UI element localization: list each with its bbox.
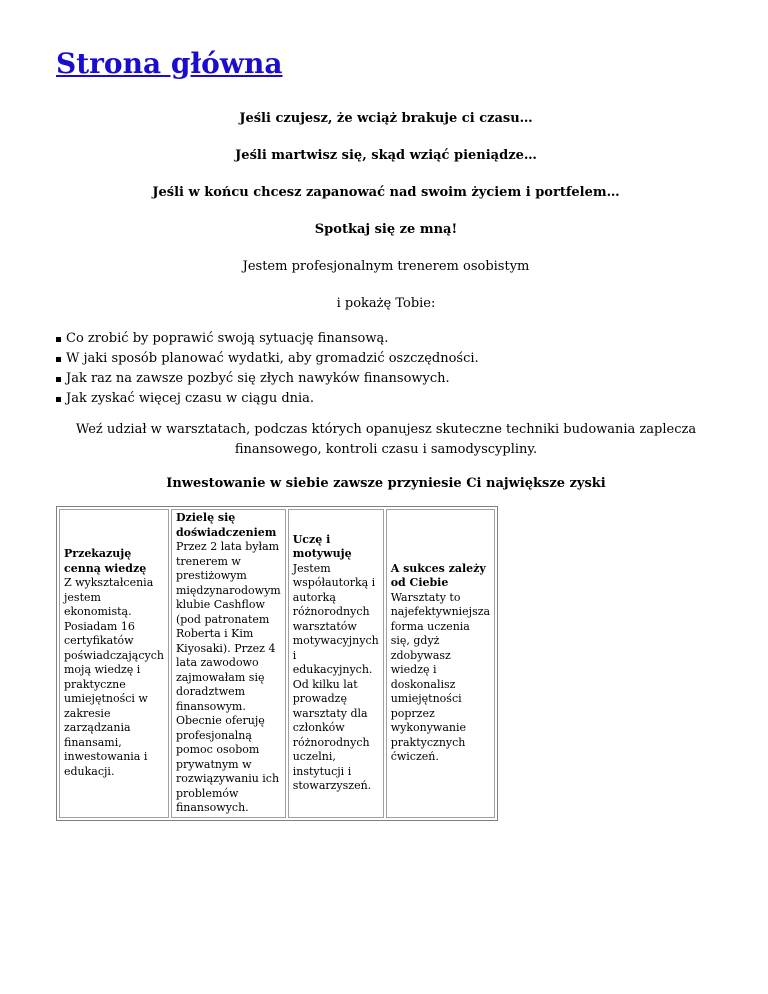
intro-line-trainer: Jestem profesjonalnym trenerem osobistym [242,259,530,274]
home-link[interactable]: Strona główna [56,47,283,80]
cell-text: Jestem współautorką i autorką różnorodnych warsztatów motywacyjnych i edukacyjnych. Od kilku lat prowadzę warsztaty dla członków różnorodnych uczelni, instytucji i stowarzyszeń. [292,561,379,793]
list-item: Co zrobić by poprawić swoją sytuację finansową. [56,329,716,349]
table-heading: Inwestowanie w siebie zawsze przyniesie Ci największe zyski [166,476,606,491]
cell-text: Przez 2 lata byłam trenerem w prestiżowym międzynarodowym klubie Cashflow (pod patronatem Roberta i Kim Kiyosaki). Przez 4 lata zawodowo zajmowałam się doradztwem finansowym. Obecnie oferuję profesjonalną pomoc osobom prywatnym w rozwiązywaniu ich problemów finansowych. [175,540,281,814]
table-cell-experience [171,509,286,818]
list-item: W jaki sposób planować wydatki, aby gromadzić oszczędności. [56,349,716,369]
list-item: Jak zyskać więcej czasu w ciągu dnia. [56,389,716,409]
table-cell-motivation [288,509,384,818]
list-item: Jak raz na zawsze pozbyć się złych nawyków finansowych. [56,369,716,389]
intro-line-time: Jeśli czujesz, że wciąż brakuje ci czasu… [239,111,533,126]
cell-title: Dzielę się doświadczeniem [175,511,277,539]
cell-text: Warsztaty to najefektywniejsza forma uczenia się, gdyż zdobywasz wiedzę i doskonalisz umiejętności poprzez wykonywanie praktycznych ćwiczeń. [390,590,491,764]
cell-title: A sukces zależy od Ciebie [390,561,486,590]
intro-line-show: i pokażę Tobie: [336,296,436,311]
cell-text: Z wykształcenia jestem ekonomistą. Posiadam 16 certyfikatów poświadczających moją wiedzę i praktyczne umiejętności w zakresie zarządzania finansami, inwestowania i edukacji. [64,576,164,778]
table-row [59,509,495,818]
intro-line-money: Jeśli martwisz się, skąd wziąć pieniądze… [235,148,537,163]
table-cell-knowledge [59,509,169,818]
cell-title: Uczę i motywuję [292,532,352,561]
intro-line-control: Jeśli w końcu chcesz zapanować nad swoim życiem i portfelem… [152,185,620,200]
page-title [56,0,716,81]
benefits-list [56,329,716,409]
workshop-invitation: Weź udział w warsztatach, podczas których opanujesz skuteczne techniki budowania zaplecza finansowego, kontroli czasu i samodyscypliny. [75,422,697,457]
cell-title: Przekazuję cenną wiedzę [64,547,147,575]
table-cell-success [386,509,495,818]
features-table [56,506,498,821]
intro-line-meet: Spotkaj się ze mną! [314,222,458,237]
page-content [56,0,716,821]
